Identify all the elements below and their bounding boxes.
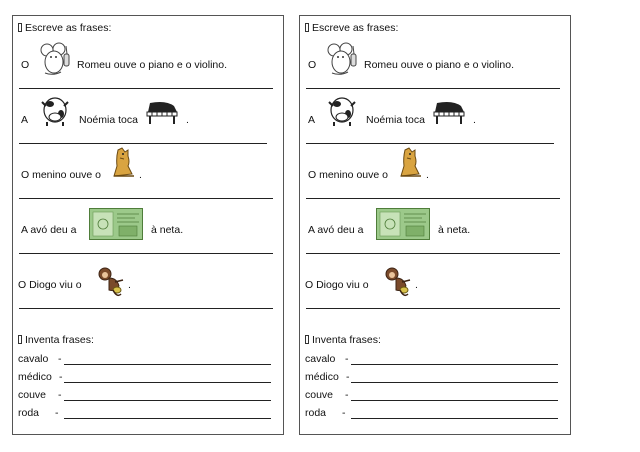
answer-line xyxy=(306,88,560,89)
mouse-violin-icon xyxy=(326,42,362,79)
word-dash: - xyxy=(55,407,59,419)
word-roda: roda xyxy=(305,407,327,419)
sentence-5-period: . xyxy=(415,279,418,291)
sentence-5-start: O Diogo viu o xyxy=(305,279,369,291)
word-dash: - xyxy=(58,353,62,365)
bullet-box-icon xyxy=(18,335,22,344)
banknote-icon xyxy=(376,208,430,243)
sentence-2-middle: Noémia toca xyxy=(79,114,138,126)
sentence-2-middle: Noémia toca xyxy=(366,114,425,126)
sentence-2-start: A xyxy=(308,114,316,126)
answer-line xyxy=(351,400,558,401)
answer-line xyxy=(64,364,271,365)
bullet-box-icon xyxy=(305,23,309,32)
answer-line xyxy=(19,253,273,254)
cow-icon xyxy=(326,96,358,129)
sentence-2-start: A xyxy=(21,114,29,126)
answer-line xyxy=(19,198,273,199)
worksheet-card-right xyxy=(299,15,571,435)
word-medico: médico xyxy=(305,371,339,383)
answer-line xyxy=(306,253,560,254)
sentence-4-start: A avó deu a xyxy=(308,224,364,236)
piano-icon xyxy=(431,100,465,127)
answer-line xyxy=(306,198,560,199)
answer-line xyxy=(351,418,558,419)
section1-heading: Escreve as frases: xyxy=(305,22,398,34)
sentence-3-period: . xyxy=(139,169,142,181)
piano-icon xyxy=(144,100,178,127)
sentence-3-start: O menino ouve o xyxy=(308,169,388,181)
section2-heading: Inventa frases: xyxy=(305,334,381,346)
sentence-5-period: . xyxy=(128,279,131,291)
answer-line xyxy=(306,143,554,144)
dog-icon xyxy=(110,146,138,181)
bullet-box-icon xyxy=(18,23,22,32)
answer-line xyxy=(19,88,273,89)
answer-line xyxy=(19,143,267,144)
word-dash: - xyxy=(345,389,349,401)
section2-heading: Inventa frases: xyxy=(18,334,94,346)
sentence-4-end: à neta. xyxy=(151,224,184,236)
answer-line xyxy=(64,418,271,419)
sentence-3-start: O menino ouve o xyxy=(21,169,101,181)
word-dash: - xyxy=(342,407,346,419)
sentence-3-period: . xyxy=(426,169,429,181)
word-medico: médico xyxy=(18,371,52,383)
answer-line xyxy=(351,382,558,383)
worksheet-card-left xyxy=(12,15,284,435)
dog-icon xyxy=(397,146,425,181)
sentence-1-start: O xyxy=(21,59,30,71)
word-dash: - xyxy=(346,371,350,383)
monkey-icon xyxy=(382,266,412,301)
sentence-4-end: à neta. xyxy=(438,224,471,236)
word-dash: - xyxy=(345,353,349,365)
sentence-2-period: . xyxy=(186,114,189,126)
word-cavalo: cavalo xyxy=(305,353,336,365)
sentence-1-start: O xyxy=(308,59,317,71)
sentence-1-end: Romeu ouve o piano e o violino. xyxy=(77,59,228,71)
monkey-icon xyxy=(95,266,125,301)
sentence-5-start: O Diogo viu o xyxy=(18,279,82,291)
answer-line xyxy=(306,308,560,309)
cow-icon xyxy=(39,96,71,129)
word-dash: - xyxy=(59,371,63,383)
section1-heading: Escreve as frases: xyxy=(18,22,111,34)
banknote-icon xyxy=(89,208,143,243)
mouse-violin-icon xyxy=(39,42,75,79)
sentence-4-start: A avó deu a xyxy=(21,224,77,236)
word-couve: couve xyxy=(305,389,334,401)
answer-line xyxy=(64,400,271,401)
sentence-1-end: Romeu ouve o piano e o violino. xyxy=(364,59,515,71)
word-cavalo: cavalo xyxy=(18,353,49,365)
word-roda: roda xyxy=(18,407,40,419)
answer-line xyxy=(64,382,271,383)
answer-line xyxy=(19,308,273,309)
bullet-box-icon xyxy=(305,335,309,344)
sentence-2-period: . xyxy=(473,114,476,126)
answer-line xyxy=(351,364,558,365)
word-dash: - xyxy=(58,389,62,401)
word-couve: couve xyxy=(18,389,47,401)
